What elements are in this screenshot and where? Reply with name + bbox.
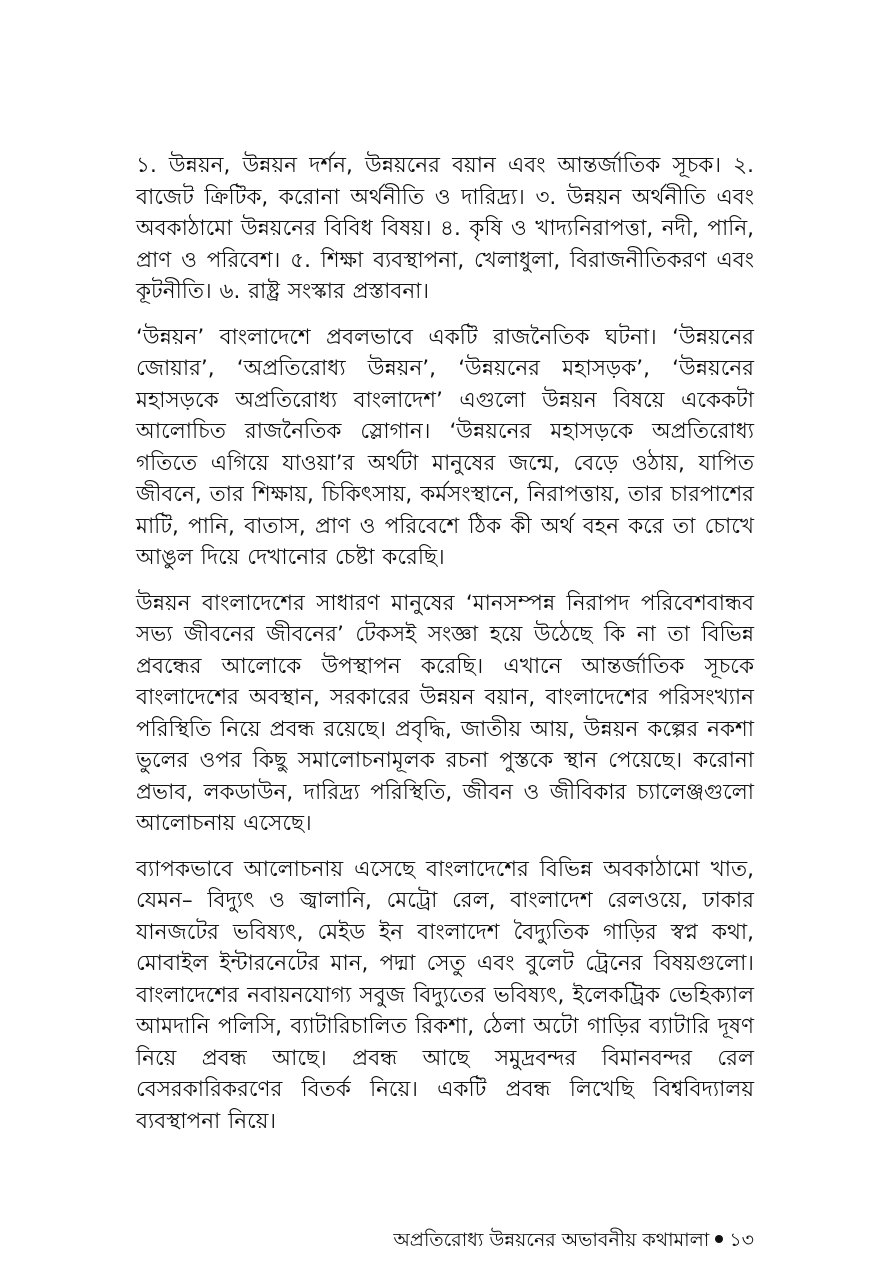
page-number: ১৩ bbox=[729, 1229, 754, 1251]
paragraph-essay-scope: উন্নয়ন বাংলাদেশের সাধারণ মানুষের ‘মানসম্পন্ন নিরাপদ পরিবেশবান্ধব সভ্য জীবনের জীবনের’ টেকসই সংজ্ঞা হয়ে উঠেছে কি না তা বিভিন্ন প্রবন্ধের আলোকে উপস্থাপন করেছি। এখানে আন্তর্জাতিক সূচকে বাংলাদেশের অবস্থান, সরকারের উন্নয়ন বয়ান, বাংলাদেশের পরিসংখ্যান পরিস্থিতি নিয়ে প্রবন্ধ রয়েছে। প্রবৃদ্ধি, জাতীয় আয়, উন্নয়ন কল্পের নকশা ভুলের ওপর কিছু সমালোচনামূলক রচনা পুস্তকে স্থান পেয়েছে। করোনা প্রভাব, লকডাউন, দারিদ্র্য পরিস্থিতি, জীবন ও জীবিকার চ্যালেঞ্জগুলো আলোচনায় এসেছে। bbox=[136, 590, 754, 836]
running-title: অপ্রতিরোধ্য উন্নয়নের অভাবনীয় কথামালা bbox=[393, 1229, 710, 1251]
page-footer bbox=[0, 1226, 754, 1258]
paragraph-development-politics: ‘উন্নয়ন’ বাংলাদেশে প্রবলভাবে একটি রাজনৈতিক ঘটনা। ‘উন্নয়নের জোয়ার’, ‘অপ্রতিরোধ্য উন্নয়ন’, ‘উন্নয়নের মহাসড়ক’, ‘উন্নয়নের মহাসড়কে অপ্রতিরোধ্য বাংলাদেশ’ এগুলো উন্নয়ন বিষয়ে একেকটা আলোচিত রাজনৈতিক স্লোগান। ‘উন্নয়নের মহাসড়কে অপ্রতিরোধ্য গতিতে এগিয়ে যাওয়া’র অর্থটা মানুষের জন্মে, বেড়ে ওঠায়, যাপিত জীবনে, তার শিক্ষায়, চিকিৎসায়, কর্মসংস্থানে, নিরাপত্তায়, তার চারপাশের মাটি, পানি, বাতাস, প্রাণ ও পরিবেশে ঠিক কী অর্থ বহন করে তা চোখে আঙুল দিয়ে দেখানোর চেষ্টা করেছি। bbox=[136, 324, 754, 570]
paragraph-chapter-list: ১. উন্নয়ন, উন্নয়ন দর্শন, উন্নয়নের বয়ান এবং আন্তর্জাতিক সূচক। ২. বাজেট ক্রিটিক, করোনা অর্থনীতি ও দারিদ্র্য। ৩. উন্নয়ন অর্থনীতি এবং অবকাঠামো উন্নয়নের বিবিধ বিষয়। ৪. কৃষি ও খাদ্যনিরাপত্তা, নদী, পানি, প্রাণ ও পরিবেশ। ৫. শিক্ষা ব্যবস্থাপনা, খেলাধুলা, বিরাজনীতিকরণ এবং কূটনীতি। ৬. রাষ্ট্র সংস্কার প্রস্তাবনা। bbox=[136, 153, 754, 304]
bullet-separator bbox=[715, 1235, 723, 1243]
page-body bbox=[136, 150, 754, 1151]
paragraph-infrastructure: ব্যাপকভাবে আলোচনায় এসেছে বাংলাদেশের বিভিন্ন অবকাঠামো খাত, যেমন– বিদ্যুৎ ও জ্বালানি, মেট্রো রেল, বাংলাদেশ রেলওয়ে, ঢাকার যানজটের ভবিষ্যৎ, মেইড ইন বাংলাদেশ বৈদ্যুতিক গাড়ির স্বপ্ন কথা, মোবাইল ইন্টারনেটের মান, পদ্মা সেতু এবং বুলেট ট্রেনের বিষয়গুলো। বাংলাদেশের নবায়নযোগ্য সবুজ বিদ্যুতের ভবিষ্যৎ, ইলেকট্রিক ভেহিক্যাল আমদানি পলিসি, ব্যাটারিচালিত রিকশা, ঠেলা অটো গাড়ির ব্যাটারি দূষণ নিয়ে প্রবন্ধ আছে। প্রবন্ধ আছে সমুদ্রবন্দর বিমানবন্দর রেল বেসরকারিকরণের বিতর্ক নিয়ে। একটি প্রবন্ধ লিখেছি বিশ্ববিদ্যালয় ব্যবস্থাপনা নিয়ে। bbox=[136, 856, 754, 1134]
